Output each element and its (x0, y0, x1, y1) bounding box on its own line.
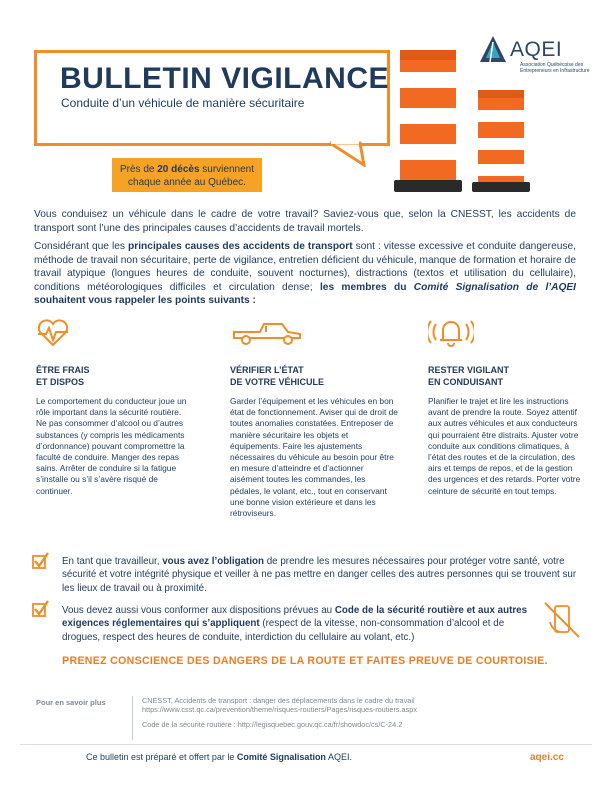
aqei-logo-subtitle: Association Québécoise des Entrepreneurs en Infrastructure (520, 62, 590, 74)
p2-text-c: sont : vitesse excessive et conduite dangereuse, méthode de travail non sécuritaire, perte de vigilance, entretien déficient du véhicule, manque de formation et horaire de travail atypique (longues heures de conduite, souvent nocturnes), distractions (textos et utilisation du cellulaire), conditions météorologiques difficiles et circulation dense; (34, 241, 576, 293)
large-barrel-icon (394, 50, 462, 192)
intro-paragraph-1: Vous conduisez un véhicule dans le cadre de votre travail? Saviez-vous que, selon la CNESST, les accidents de transport sont l’une des principales causes d’accidents de travail mortels. (34, 209, 576, 234)
alarm-bell-icon (428, 316, 474, 348)
p2-text-bold-causes: principales causes des accidents de transport (128, 241, 353, 252)
check1-text-bold: vous avez l’obligation (162, 556, 265, 567)
no-phone-icon (542, 600, 582, 640)
p2-text-f: souhaitent vous rappeler les points suivants : (34, 295, 256, 306)
footer-text-c: AQEI. (325, 752, 352, 762)
column-2-heading-line1: VÉRIFIER L’ÉTAT (230, 365, 304, 375)
check2-text-bold: Code de la sécurité routière et aux autres exigences réglementaires qui s’appliquent (62, 605, 528, 630)
references-divider (132, 696, 133, 740)
check2-text-a: Vous devez aussi vous conformer aux dispositions prévues au (62, 605, 335, 616)
column-vehicle-check (230, 364, 398, 519)
footer-website-link[interactable]: aqei.cc (530, 752, 564, 763)
road-code-statement (62, 604, 532, 644)
reference-road-code[interactable]: Code de la sécurité routière : http://legisquebec.gouv.qc.ca/fr/showdoc/cs/C-24.2 (142, 720, 403, 729)
stat-prefix: Près de (120, 164, 158, 175)
footer-credit (86, 752, 352, 762)
small-barrel-icon (472, 90, 530, 192)
intro-paragraph-2 (34, 240, 576, 308)
reference-cnesst-title: CNESST, Accidents de transport : danger des déplacements dans le cadre du travail (142, 696, 415, 705)
column-3-heading-line1: RESTER VIGILANT (428, 365, 510, 375)
p2-text-committee: Comité Signalisation de l’AQEI (413, 281, 577, 293)
check1-text-a: En tant que travailleur, (62, 556, 163, 567)
stat-bold: 20 décès (157, 164, 200, 175)
aqei-logo-icon (478, 34, 508, 64)
footer-committee: Comité Signalisation (236, 752, 326, 762)
aqei-logo-wordmark: AQEI (510, 38, 563, 61)
column-2-heading-line2: DE VOTRE VÉHICULE (230, 377, 325, 387)
p2-text-a: Considérant que les (34, 241, 129, 252)
footer-text-a: Ce bulletin est préparé et offert par le (86, 752, 237, 762)
pickup-truck-icon (230, 320, 304, 346)
column-3-heading-line2: EN CONDUISANT (428, 377, 504, 387)
column-1-heading-line2: ET DISPOS (36, 377, 85, 387)
learn-more-label: Pour en savoir plus (36, 698, 106, 707)
bulletin-title: BULLETIN VIGILANCE (60, 62, 389, 95)
column-1-body: Le comportement du conducteur joue un rôle important dans la sécurité routière. Ne pas consommer d’alcool ou d’autres substances (y compris les médicaments d’ordonnance) pouvant compromettre la faculté de conduire. Manger des repas sains. Arrêter de conduire si la fatigue s’installe ou s’il s’avère risqué de continuer. (36, 396, 187, 496)
obligation-statement (62, 555, 578, 595)
column-fresh-rested (36, 364, 194, 497)
fatality-stat-box (112, 158, 262, 192)
check1-text-c: de prendre les mesures nécessaires pour protéger votre santé, votre sécurité et votre intégrité physique et veiller à ne pas mettre en danger celles des autres personnes qui se trouvent sur les lieux de travail ou à proximité. (62, 556, 577, 594)
checkmark-icon (32, 552, 50, 570)
call-to-action: PRENEZ CONSCIENCE DES DANGERS DE LA ROUTE ET FAITES PREUVE DE COURTOISIE. (62, 655, 548, 667)
column-3-body: Planifier le trajet et lire les instructions avant de prendre la route. Soyez attentif aux autres véhicules et aux conducteurs qui pourraient être distraits. Ajuster votre conduite aux conditions climatiques, à l’état des routes et de la circulation, des airs et temps de repos, et de la gestion des urgences et des retards. Porter votre ceinture de sécurité en tout temps. (428, 396, 581, 496)
speech-bubble-tail (330, 141, 370, 167)
heartbeat-icon (36, 318, 70, 348)
stat-suffix: surviennent (199, 164, 254, 175)
footer-divider (20, 744, 592, 745)
bulletin-subtitle: Conduite d’un véhicule de manière sécuritaire (61, 96, 305, 110)
check2-text-c: (respect de la vitesse, non-consommation d’alcool et de drogues, respect des heures de conduite, interdiction du cellulaire au volant, etc.) (62, 618, 505, 643)
checkmark-icon (32, 600, 50, 618)
column-1-heading-line1: ÊTRE FRAIS (36, 365, 90, 375)
stat-line2: chaque année au Québec. (128, 177, 246, 188)
column-2-body: Garder l’équipement et les véhicules en bon état de fonctionnement. Aviser qui de droit de toutes anomalies constatées. Entreposer de manière sécuritaire les objets et équipements. Faire les ajustements nécessaires du véhicule au besoin pour être en mesure d’atteindre et d’actionner aisément toutes les commandes, les pédales, le volant, etc., tout en conservant une bonne vision extérieure et dans les rétroviseurs. (230, 396, 398, 519)
p2-text-d: les membres du (319, 281, 414, 293)
reference-cnesst-url[interactable]: https://www.csst.qc.ca/prevention/theme/risques-routiers/Pages/risques-routiers.aspx (142, 705, 417, 714)
column-stay-vigilant (428, 364, 588, 497)
